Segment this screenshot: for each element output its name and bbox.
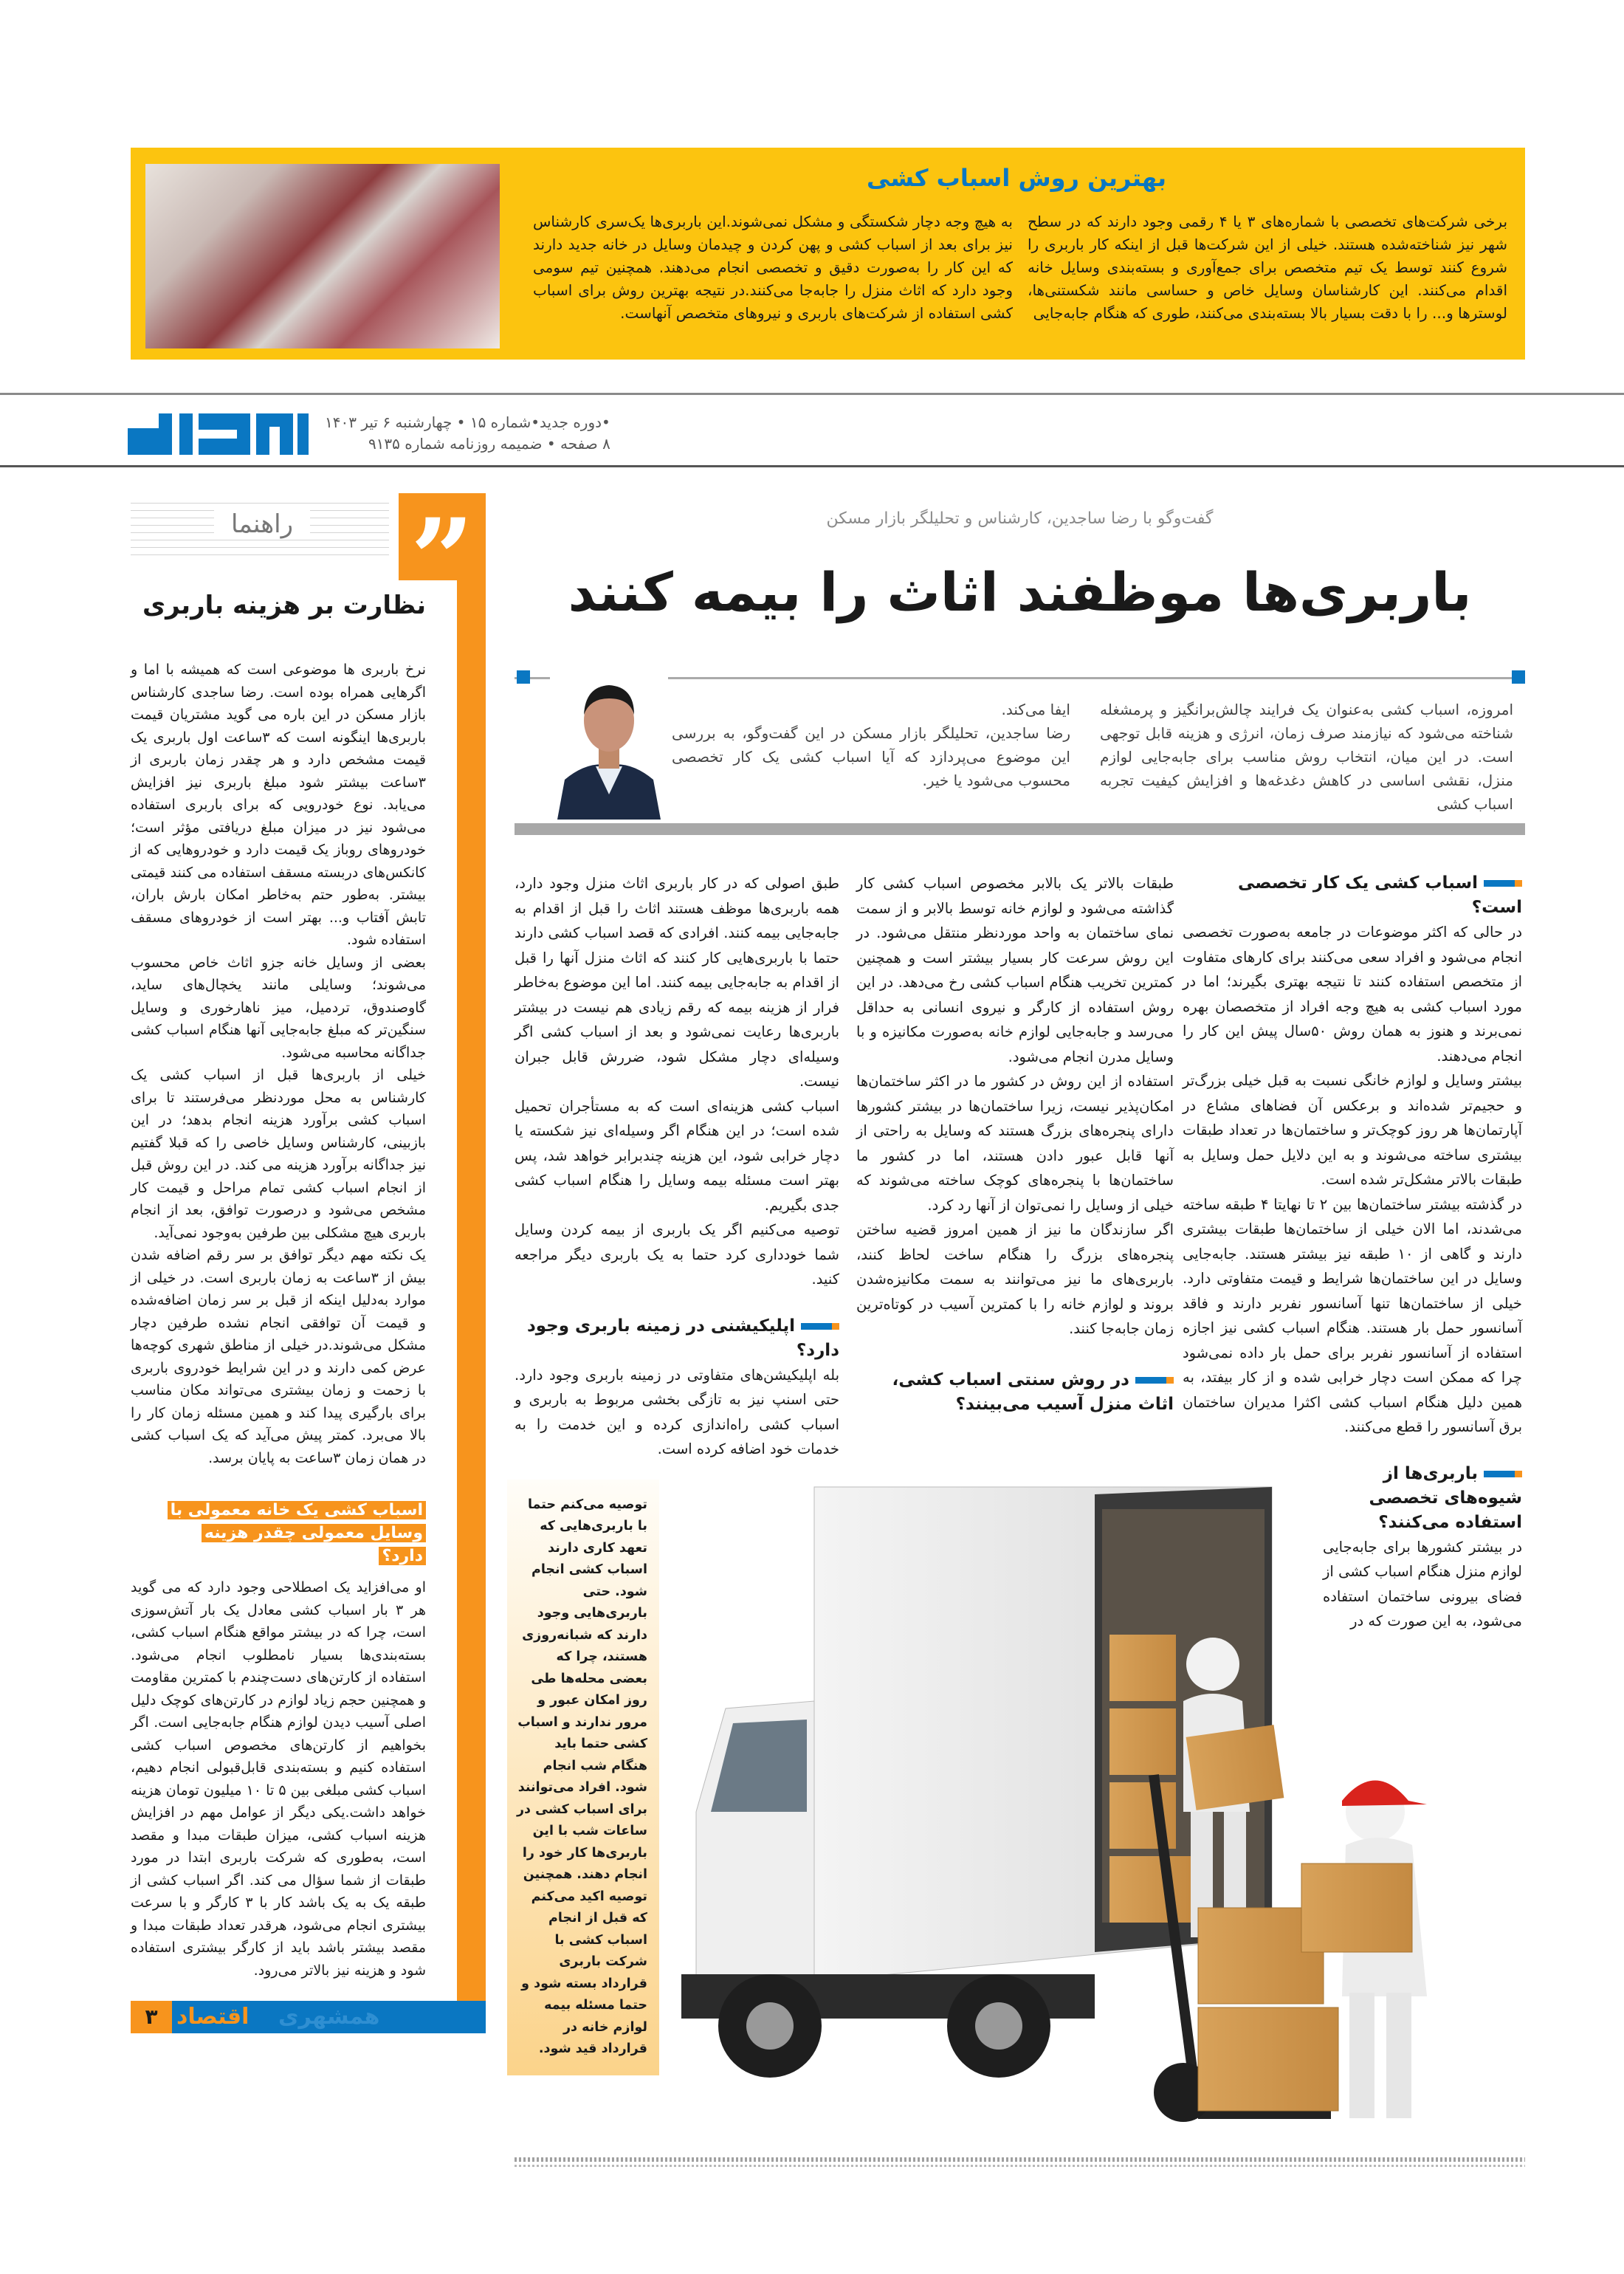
article-column-3 [515,871,839,2075]
article-paragraph: استفاده از این روش در کشور ما در اکثر ساختمان‌ها امکان‌پذیر نیست، زیرا ساختمان‌ها در بیشتر کشورها دارای پنجره‌های بزرگ هستند که وسایل به راحتی از آنها قابل عبور دادن هستند، اما در کشور ما ساختمان‌ها با پنجره‌های کوچک ساخته می‌شوند که خیلی از وسایل را نمی‌توان از آنها رد کرد. [856,1073,1174,1214]
lede-bottom-bar [515,823,1525,835]
section-heading: در روش سنتی اسباب کشی، اثاث منزل آسیب می‌بینند؟ [892,1370,1174,1414]
sidebar-title: نظارت بر هزینه باربری [142,591,426,620]
sidebar-content [131,659,486,2033]
eghtesad-logo [128,412,309,455]
section-heading: باربری‌ها از شیوه‌های تخصصی استفاده می‌کنند؟ [1369,1463,1522,1532]
heading-marker-icon [1484,880,1522,887]
pull-quote-text: توصیه می‌کنم حتما با باربری‌هایی که تعهد کاری دارند اسباب کشی انجام شود. حتی باربری‌هایی وجود دارند که شبانه‌روزی هستند، چرا که بعضی محله‌ها طی روز امکان عبور و مرور ندارند و اسباب کشی حتما باید هنگام شب انجام شود. افراد می‌توانند برای اسباب کشی در ساعات شب با این باربری‌ها کار خود را انجام دهند. همچنین توصیه اکید می‌کنم که قبل از انجام اسباب کشی با شرکت باربری قرارداد بسته شود و حتما مسئله بیمه لوازم خانه در قرارداد قید شود. [516,1497,647,2056]
footer-logo: اقتصاد [176,2004,250,2030]
lede-marker [1512,670,1525,684]
article-headline: باربری‌ها موظفند اثاث را بیمه کنند [568,561,1472,623]
lede-paragraph: ایفا می‌کند. [1001,701,1070,718]
sidebar-sub-paragraph: او می‌افزاید یک اصطلاحی وجود دارد که می گوید هر ۳ بار اسباب کشی معادل یک بار آتش‌سوزی است، چرا که در بیشتر مواقع هنگام اسباب کشی، بسته‌بندی‌ها بسیار نامطلوب انجام می‌شود. استفاده از کارتن‌های دست‌چندم با کمترین مقاومت و همچنین حجم زیاد لوازم در کارتن‌های کوچک دلیل اصلی آسیب دیدن لوازم هنگام جابه‌جایی است. اگر بخواهیم از کارتن‌های مخصوص اسباب کشی استفاده کنیم و بسته‌بندی قابل‌قبولی انجام دهیم، اسباب کشی مبلغی بین ۵ تا ۱۰ میلیون تومان هزینه خواهد داشت.یکی دیگر از عوامل مهم در افزایش هزینه اسباب کشی، میزان طبقات مبدا و مقصد است، به‌طوری که شرکت باربری ابتدا در مورد طبقات از شما سؤال می کند. اگر اسباب کشی از طبقه یک به یک باشد کار با ۳ کارگر و با سرعت بیشتری انجام می‌شود، هرقدر تعداد طبقات مبدا و مقصد بیشتر باشد باید از کارگر بیشتری استفاده شود و هزینه نیز بالاتر می‌رود. [131,1579,426,1979]
heading-marker-icon [801,1323,839,1330]
heading-marker-icon [1135,1377,1174,1384]
masthead-top-rule [0,393,1624,395]
article-paragraph: بله اپلیکیشن‌های متفاوتی در زمینه باربری وجود دارد. حتی اسنپ نیز به تازگی بخشی مربوط به باربری و اسباب کشی راه‌اندازی کرده و این خدمت را به خدمات خود اضافه کرده است. [515,1366,839,1457]
sidebar-subheading: اسباب کشی یک خانه معمولی با وسایل معمولی چقدر هزینه دارد؟ [131,1499,426,1567]
box-text-right: برخی شرکت‌های تخصصی با شماره‌های ۳ یا ۴ رقمی وجود دارند که در سطح شهر نیز شناخته‌شده هستند. خیلی از این شرکت‌ها قبل از اینکه کار باربری را شروع کنند توسط یک تیم متخصص برای جمع‌آوری و بسته‌بندی وسایل خانه اقدام می‌کنند. این کارشناسان وسایل خاص و حساسی مانند شکستنی‌ها، لوسترها و... را با دقت بسیار بالا بسته‌بندی می‌کنند، طوری که هنگام جابه‌جایی [1028,213,1508,322]
packed-furniture-photo [145,164,500,348]
issue-line-1: •دوره جدید•شماره ۱۵ • چهارشنبه ۶ تیر ۱۴۰۳ [325,413,610,431]
interviewee-portrait [550,669,668,820]
article-paragraph: طبق اصولی که در کار باربری اثاث منزل وجود دارد، همه باربری‌ها موظف هستند اثاث را قبل از اقدام به جابه‌جایی بیمه کنند. افرادی که قصد اسباب کشی دارند حتما با باربری‌هایی کار کنند که اثاث منزل آنها را قبل از اقدام به جابه‌جایی بیمه کنند. اما این موضوع به‌خاطر فرار از هزینه بیمه که رقم زیادی هم نیست در بیشتر باربری‌ها رعایت نمی‌شود و بعد از اسباب کشی اگر وسیله‌ای دچار مشکل شود، ضررش قابل جبران نیست. [515,875,839,1090]
lede-text-right: امروزه، اسباب کشی به‌عنوان یک فرایند چالش‌برانگیز و پرمشغله شناخته می‌شود که نیازمند صرف زمان، انرژی و هزینه قابل توجهی است. در این میان، انتخاب روش مناسب برای جابه‌جایی لوازم منزل، نقشی اساسی در کاهش دغدغه‌ها و افزایش کیفیت تجربه اسباب کشی [1100,701,1513,813]
page-footer [131,2001,486,2033]
article-paragraph: طبقات بالاتر یک بالابر مخصوص اسباب کشی کار گذاشته می‌شود و لوازم خانه توسط بالابر و از سمت نمای ساختمان به واحد موردنظر منتقل می‌شود. در این روش سرعت کار بسیار بیشتر است و همچنین کمترین تخریب هنگام اسباب کشی رخ می‌دهد. در این روش استفاده از کارگر و نیروی انسانی به حداقل می‌رسد و جابه‌جایی لوازم خانه به‌صورت مکانیزه و با وسایل مدرن انجام می‌شود. [856,875,1174,1065]
quote-mark-icon: ” [399,493,486,580]
article-paragraph: توصیه می‌کنیم اگر یک باربری از بیمه کردن وسایل شما خودداری کرد حتما به یک باربری دیگر مراجعه کنید. [515,1221,839,1288]
sidebar-label: راهنما [214,509,310,539]
article-column-2 [856,871,1174,1417]
sidebar-paragraph: یک نکته مهم دیگر توافق بر سر رقم اضافه شدن بیش از ۳ساعت به زمان باربری است. در خیلی از موارد به‌دلیل اینکه از قبل بر سر زمان اضافه‌شده و قیمت آن توافقی انجام نشده طرفین دچار مشکل می‌شوند.در خیلی از مناطق شهری کوچه‌ها عرض کمی دارند و در این شرایط خودروی باربری با زحمت و زمان بیشتری می‌تواند مکان مناسب برای بارگیری پیدا کند و همین مسئله زمان کار را بالا می‌برد. کمتر پیش می‌آید که یک اسباب کشی در همان زمان ۳ساعت به پایان برسد. [131,1247,426,1466]
article-kicker: گفت‌وگو با رضا ساجدین، کارشناس و تحلیلگر بازار مسکن [826,509,1214,528]
article-column-1-bottom [1323,1462,1522,1634]
lede-text-left [672,698,1070,792]
article-column-1 [1183,871,1522,1634]
sidebar-paragraph: بعضی از وسایل خانه جزو اثاث خاص محسوب می‌شوند؛ وسایلی مانند یخچال‌های ساید، گاوصندوق، تردمیل، میز ناهارخوری و وسایل سنگین‌تر که مبلغ جابه‌جایی آنها هنگام اسباب کشی جداگانه محاسبه می‌شود. [131,954,426,1061]
issue-info [325,412,610,455]
bottom-dotted-rule [515,2165,1525,2167]
sidebar-paragraph: نرخ باربری ها موضوعی است که همیشه با اما و اگرهایی همراه بوده است. رضا ساجدی کارشناس بازار مسکن در این باره می گوید مشتریان قیمت باربری‌ها اینگونه است که ۳ساعت اول باربری یک قیمت مشخص دارد و هر چقدر زمان باربری از ۳ساعت بیشتر شود مبلغ باربری نیز افزایش می‌یابد. نوع خودرویی که برای باربری استفاده می‌شود نیز در میزان مبلغ دریافتی مؤثر است؛ خودروهای روباز یک قیمت دارد و خودروهایی که از کانکس‌های دربسته مسقف استفاده می کنند قیمتی بیشتر. به‌طور حتم به‌خاطر امکان بارش باران، تابش آفتاب و... بهتر است از خودروهای مسقف استفاده شود. [131,662,426,948]
box-title: بهترین روش اسباب کشی [866,164,1167,192]
sidebar-paragraph: خیلی از باربری‌ها قبل از اسباب کشی یک کارشناس به محل موردنظر می‌فرستند تا برای اسباب کشی برآورد هزینه انجام بدهد؛ در این بازبینی، کارشناس وسایل خاصی را که قبلا گفتیم نیز جداگانه برآورد هزینه می کند. در این روش قبل از انجام اسباب کشی تمام مراحل و قیمت کار مشخص می‌شود و درصورت توافق، بعد از انجام باربری هیچ مشکلی بین طرفین به‌وجود نمی‌آید. [131,1067,426,1241]
page-number: ۳ [131,2001,172,2033]
issue-line-2: ۸ صفحه • ضمیمه روزنامه شماره ۹۱۳۵ [368,435,610,453]
heading-marker-icon [1484,1471,1522,1477]
best-moving-method-box [131,148,1525,360]
masthead-bottom-rule [0,465,1624,467]
section-heading: اسباب کشی یک کار تخصصی است؟ [1238,873,1522,917]
lede-paragraph: رضا ساجدین، تحلیلگر بازار مسکن در این گفت‌وگو، به بررسی این موضوع می‌پردازد که آیا اسباب کشی یک کار تخصصی محسوب می‌شود یا خیر. [672,724,1070,789]
footer-paper-name: همشهری [278,2004,380,2030]
pull-quote-box [507,1480,659,2075]
article-paragraph: در حالی که اکثر موضوعات در جامعه به‌صورت تخصصی انجام می‌شود و افراد سعی می‌کنند برای کارهای متفاوت از متخصص استفاده کنند تا نتیجه بهتری بگیرند؛ اما در مورد اسباب کشی به هیچ وجه افراد از متخصصان بهره نمی‌برند و هنوز به همان روش ۵۰سال پیش این کار را انجام می‌دهند. [1183,924,1522,1065]
article-paragraph: اگر سازندگان ما نیز از همین امروز قضیه ساختن پنجره‌های بزرگ را هنگام ساخت لحاظ کنند، باربری‌های ما نیز می‌توانند به سمت مکانیزه‌شدن بروند و لوازم خانه را با کمترین آسیب در کوتاه‌ترین زمان جابه‌جا کنند. [856,1221,1174,1337]
lede-marker [517,670,530,684]
sidebar-body [131,659,426,1469]
article-paragraph: بیشتر وسایل و لوازم خانگی نسبت به قبل خیلی بزرگ‌تر و حجیم‌تر شده‌اند و برعکس آن فضاهای مشاع در آپارتمان‌ها هر روز کوچک‌تر و ساختمان‌ها در تعداد طبقات بیشتری ساخته می‌شوند و به این دلایل حمل وسایل به طبقات بالاتر مشکل‌تر شده است. [1183,1072,1522,1188]
article-paragraph: در گذشته بیشتر ساختمان‌ها بین ۲ تا نهایتا ۴ طبقه ساخته می‌شدند، اما الان خیلی از ساختمان‌ها طبقات بیشتری دارند و گاهی از ۱۰ طبقه نیز بیشتر هستند. جابه‌جایی وسایل در این ساختمان‌ها شرایط و قیمت متفاوتی دارد. خیلی از ساختمان‌ها تنها آسانسور نفربر دارند و فاقد آسانسور حمل بار هستند. هنگام اسباب کشی نیز اجازه استفاده از آسانسور نفربر برای حمل بار داده نمی‌شود چرا که ممکن است دچار خرابی شده و از کار بیفتد، به همین دلیل هنگام اسباب کشی اکثرا مدیران ساختمان برق آسانسور را قطع می‌کنند. [1183,1195,1522,1435]
section-heading: اپلیکیشنی در زمینه باربری وجود دارد؟ [526,1316,839,1360]
article-paragraph: در بیشتر کشورها برای جابه‌جایی لوازم منزل هنگام اسباب کشی از فضای بیرونی ساختمان استفاده می‌شود، به این صورت که در [1323,1538,1522,1629]
box-text-left: به هیچ وجه دچار شکستگی و مشکل نمی‌شوند.این باربری‌ها یک‌سری کارشناس نیز برای بعد از اسباب کشی و پهن کردن و چیدمان وسایل در خانه جدید دارند که این کار را به‌صورت دقیق و تخصصی انجام می‌دهند. همچنین تیم سومی وجود دارد که اثاث منزل را جابه‌جا می‌کنند.در نتیجه بهترین روش برای اسباب کشی استفاده از شرکت‌های باربری و نیروهای متخصص آنهاست. [533,213,1013,322]
article-paragraph: اسباب کشی هزینه‌ای است که به مستأجران تحمیل شده است؛ در این هنگام اگر وسیله‌ای نیز شکسته یا دچار خرابی شود، این هزینه چندبرابر خواهد شد، پس بهتر است مسئله بیمه وسایل را هنگام اسباب کشی جدی بگیریم. [515,1097,839,1214]
bottom-dotted-rule [515,2157,1525,2162]
